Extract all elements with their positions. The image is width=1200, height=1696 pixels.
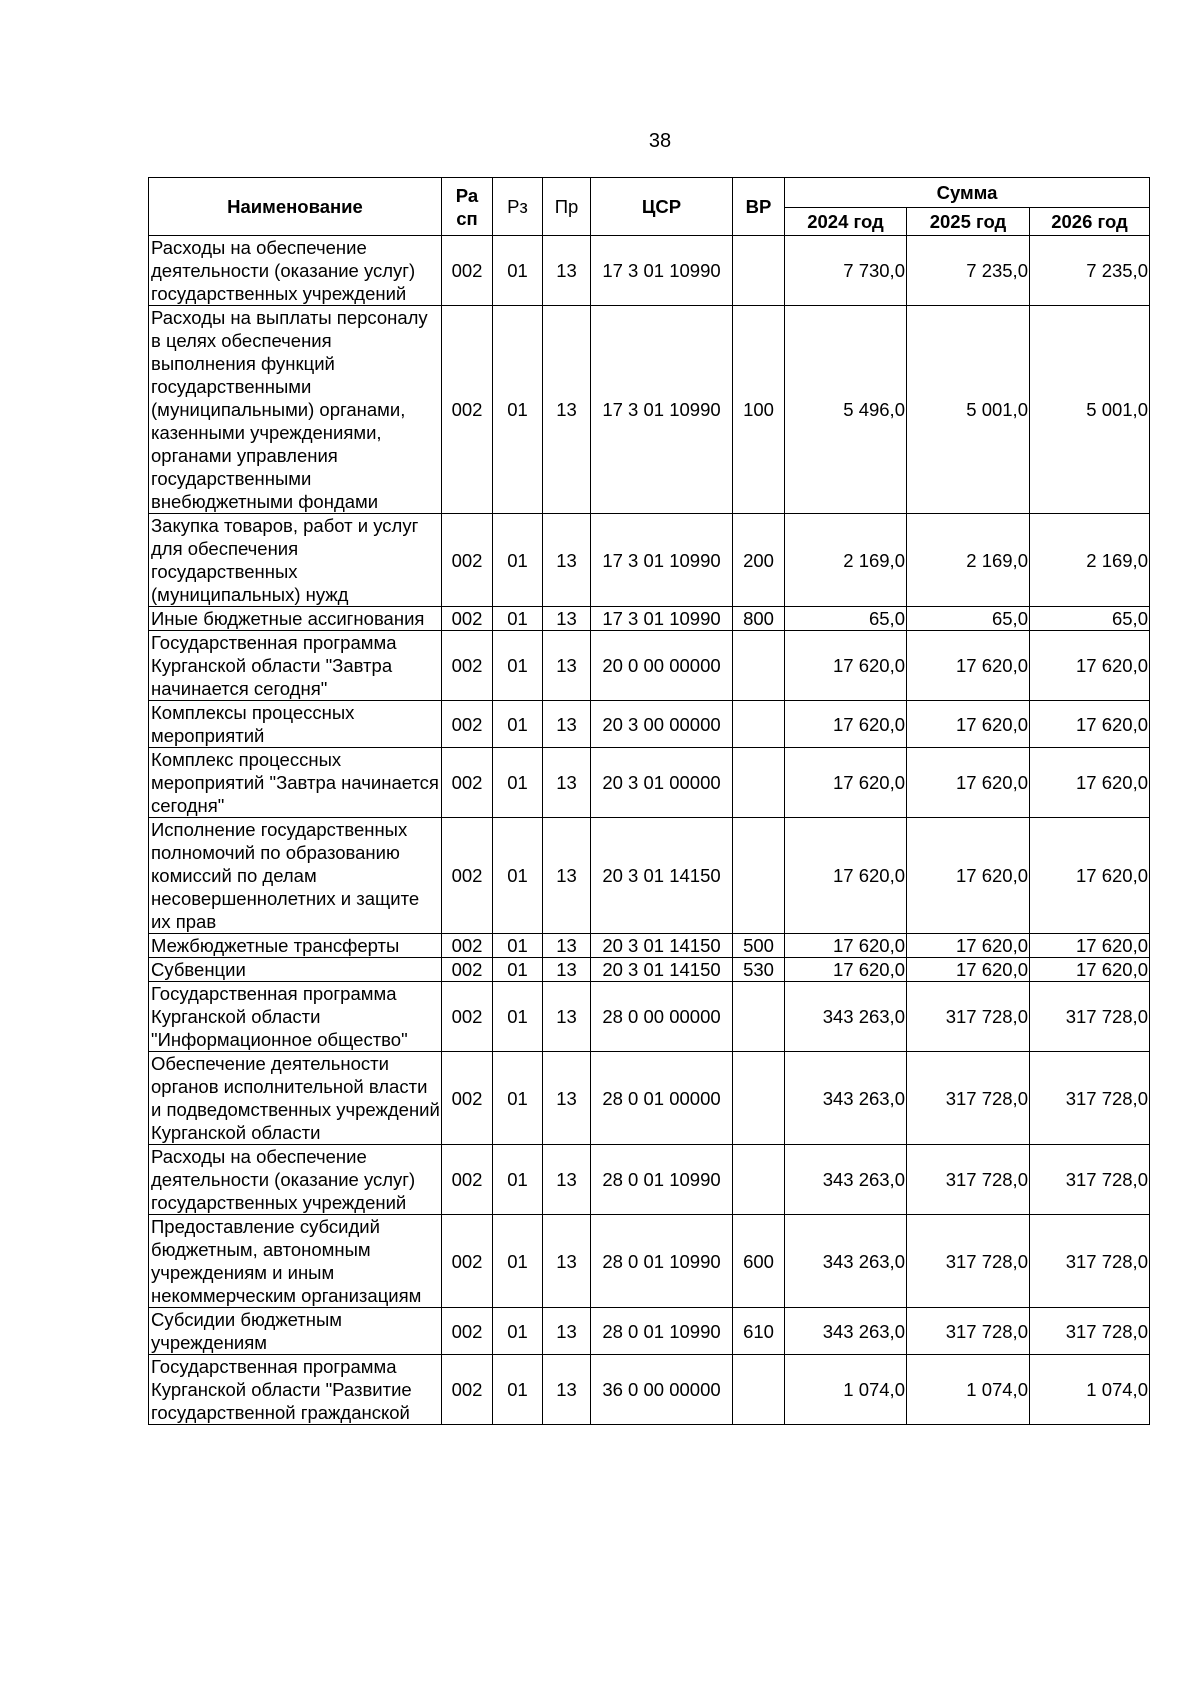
row-sum-2024: 17 620,0 bbox=[785, 818, 907, 934]
row-rasp: 002 bbox=[442, 818, 493, 934]
row-vr: 610 bbox=[733, 1308, 785, 1355]
table-row bbox=[149, 701, 1150, 748]
row-rz: 01 bbox=[493, 607, 543, 631]
row-sum-2025: 17 620,0 bbox=[907, 818, 1030, 934]
row-name: Закупка товаров, работ и услуг для обеспечения государственных (муниципальных) нужд bbox=[149, 514, 442, 607]
row-sum-2024: 17 620,0 bbox=[785, 958, 907, 982]
row-vr bbox=[733, 1355, 785, 1425]
row-rasp: 002 bbox=[442, 958, 493, 982]
table-row bbox=[149, 934, 1150, 958]
row-sum-2026: 17 620,0 bbox=[1030, 631, 1150, 701]
row-name: Государственная программа Курганской области "Информационное общество" bbox=[149, 982, 442, 1052]
row-pr: 13 bbox=[543, 958, 591, 982]
header-rz: Рз bbox=[493, 178, 543, 236]
row-name: Расходы на выплаты персоналу в целях обеспечения выполнения функций государственными (муниципальными) органами, казенными учреждениями, органами управления государственными внебюджетными фондами bbox=[149, 306, 442, 514]
row-sum-2026: 65,0 bbox=[1030, 607, 1150, 631]
row-sum-2026: 317 728,0 bbox=[1030, 982, 1150, 1052]
row-sum-2025: 17 620,0 bbox=[907, 631, 1030, 701]
table-header bbox=[149, 178, 1150, 236]
row-rz: 01 bbox=[493, 236, 543, 306]
header-sum: Сумма bbox=[785, 178, 1150, 208]
row-name: Предоставление субсидий бюджетным, автономным учреждениям и иным некоммерческим организациям bbox=[149, 1215, 442, 1308]
row-sum-2025: 1 074,0 bbox=[907, 1355, 1030, 1425]
row-sum-2026: 317 728,0 bbox=[1030, 1052, 1150, 1145]
table-row bbox=[149, 631, 1150, 701]
row-csr: 20 3 01 14150 bbox=[591, 934, 733, 958]
row-pr: 13 bbox=[543, 306, 591, 514]
row-name: Расходы на обеспечение деятельности (оказание услуг) государственных учреждений bbox=[149, 236, 442, 306]
row-pr: 13 bbox=[543, 514, 591, 607]
table-row bbox=[149, 1308, 1150, 1355]
row-sum-2026: 17 620,0 bbox=[1030, 818, 1150, 934]
row-pr: 13 bbox=[543, 607, 591, 631]
table-row bbox=[149, 982, 1150, 1052]
row-csr: 28 0 01 00000 bbox=[591, 1052, 733, 1145]
row-rasp: 002 bbox=[442, 236, 493, 306]
row-rz: 01 bbox=[493, 1308, 543, 1355]
row-csr: 28 0 01 10990 bbox=[591, 1215, 733, 1308]
row-sum-2024: 343 263,0 bbox=[785, 982, 907, 1052]
row-name: Государственная программа Курганской области "Развитие государственной гражданской bbox=[149, 1355, 442, 1425]
row-rasp: 002 bbox=[442, 514, 493, 607]
row-vr: 200 bbox=[733, 514, 785, 607]
row-sum-2024: 17 620,0 bbox=[785, 701, 907, 748]
row-sum-2025: 7 235,0 bbox=[907, 236, 1030, 306]
row-pr: 13 bbox=[543, 748, 591, 818]
table-row bbox=[149, 607, 1150, 631]
budget-table bbox=[148, 177, 1150, 1425]
row-rz: 01 bbox=[493, 1052, 543, 1145]
row-vr bbox=[733, 982, 785, 1052]
row-sum-2025: 65,0 bbox=[907, 607, 1030, 631]
row-vr bbox=[733, 818, 785, 934]
row-csr: 17 3 01 10990 bbox=[591, 236, 733, 306]
row-vr: 500 bbox=[733, 934, 785, 958]
row-rasp: 002 bbox=[442, 306, 493, 514]
header-year-2026: 2026 год bbox=[1030, 208, 1150, 236]
row-rz: 01 bbox=[493, 1355, 543, 1425]
row-sum-2024: 65,0 bbox=[785, 607, 907, 631]
page-number: 38 bbox=[648, 130, 672, 152]
header-name: Наименование bbox=[149, 178, 442, 236]
row-rz: 01 bbox=[493, 701, 543, 748]
row-csr: 28 0 01 10990 bbox=[591, 1308, 733, 1355]
row-sum-2026: 2 169,0 bbox=[1030, 514, 1150, 607]
row-sum-2025: 317 728,0 bbox=[907, 1145, 1030, 1215]
row-sum-2026: 317 728,0 bbox=[1030, 1145, 1150, 1215]
row-csr: 20 3 00 00000 bbox=[591, 701, 733, 748]
row-rz: 01 bbox=[493, 748, 543, 818]
row-sum-2025: 17 620,0 bbox=[907, 748, 1030, 818]
header-rasp bbox=[442, 178, 493, 236]
row-sum-2024: 17 620,0 bbox=[785, 748, 907, 818]
row-name: Комплексы процессных мероприятий bbox=[149, 701, 442, 748]
row-rasp: 002 bbox=[442, 631, 493, 701]
row-name: Субсидии бюджетным учреждениям bbox=[149, 1308, 442, 1355]
table-row bbox=[149, 1215, 1150, 1308]
row-rasp: 002 bbox=[442, 607, 493, 631]
row-csr: 20 3 01 14150 bbox=[591, 818, 733, 934]
row-csr: 28 0 00 00000 bbox=[591, 982, 733, 1052]
row-sum-2026: 17 620,0 bbox=[1030, 701, 1150, 748]
row-rasp: 002 bbox=[442, 1308, 493, 1355]
row-sum-2024: 1 074,0 bbox=[785, 1355, 907, 1425]
row-rasp: 002 bbox=[442, 1052, 493, 1145]
row-vr: 600 bbox=[733, 1215, 785, 1308]
row-vr bbox=[733, 1052, 785, 1145]
row-sum-2024: 2 169,0 bbox=[785, 514, 907, 607]
row-sum-2025: 2 169,0 bbox=[907, 514, 1030, 607]
row-sum-2026: 7 235,0 bbox=[1030, 236, 1150, 306]
row-rasp: 002 bbox=[442, 748, 493, 818]
row-rz: 01 bbox=[493, 631, 543, 701]
row-sum-2026: 317 728,0 bbox=[1030, 1308, 1150, 1355]
row-sum-2024: 343 263,0 bbox=[785, 1215, 907, 1308]
row-sum-2026: 1 074,0 bbox=[1030, 1355, 1150, 1425]
row-sum-2026: 17 620,0 bbox=[1030, 958, 1150, 982]
row-sum-2024: 343 263,0 bbox=[785, 1308, 907, 1355]
row-vr bbox=[733, 1145, 785, 1215]
table-body bbox=[149, 236, 1150, 1425]
row-vr bbox=[733, 236, 785, 306]
row-pr: 13 bbox=[543, 1215, 591, 1308]
row-name: Иные бюджетные ассигнования bbox=[149, 607, 442, 631]
row-csr: 17 3 01 10990 bbox=[591, 514, 733, 607]
row-vr: 100 bbox=[733, 306, 785, 514]
header-rasp-line1: Ра bbox=[455, 184, 479, 206]
row-name: Субвенции bbox=[149, 958, 442, 982]
row-sum-2026: 17 620,0 bbox=[1030, 934, 1150, 958]
row-name: Комплекс процессных мероприятий "Завтра начинается сегодня" bbox=[149, 748, 442, 818]
row-rz: 01 bbox=[493, 1145, 543, 1215]
row-rasp: 002 bbox=[442, 1145, 493, 1215]
table-row bbox=[149, 306, 1150, 514]
table-row bbox=[149, 748, 1150, 818]
row-vr bbox=[733, 631, 785, 701]
row-sum-2026: 17 620,0 bbox=[1030, 748, 1150, 818]
row-name: Обеспечение деятельности органов исполнительной власти и подведомственных учреждений Курганской области bbox=[149, 1052, 442, 1145]
row-pr: 13 bbox=[543, 631, 591, 701]
row-rasp: 002 bbox=[442, 982, 493, 1052]
row-sum-2025: 317 728,0 bbox=[907, 982, 1030, 1052]
row-sum-2025: 17 620,0 bbox=[907, 934, 1030, 958]
row-sum-2026: 5 001,0 bbox=[1030, 306, 1150, 514]
row-name: Государственная программа Курганской области "Завтра начинается сегодня" bbox=[149, 631, 442, 701]
header-rasp-line2: сп bbox=[456, 207, 478, 229]
row-csr: 28 0 01 10990 bbox=[591, 1145, 733, 1215]
row-rz: 01 bbox=[493, 934, 543, 958]
row-csr: 36 0 00 00000 bbox=[591, 1355, 733, 1425]
row-rz: 01 bbox=[493, 514, 543, 607]
row-rz: 01 bbox=[493, 1215, 543, 1308]
header-year-2024: 2024 год bbox=[785, 208, 907, 236]
header-year-2025: 2025 год bbox=[907, 208, 1030, 236]
row-sum-2026: 317 728,0 bbox=[1030, 1215, 1150, 1308]
row-name: Межбюджетные трансферты bbox=[149, 934, 442, 958]
header-vr: ВР bbox=[733, 178, 785, 236]
row-sum-2025: 5 001,0 bbox=[907, 306, 1030, 514]
row-pr: 13 bbox=[543, 982, 591, 1052]
row-csr: 17 3 01 10990 bbox=[591, 306, 733, 514]
row-vr: 530 bbox=[733, 958, 785, 982]
row-pr: 13 bbox=[543, 818, 591, 934]
row-name: Расходы на обеспечение деятельности (оказание услуг) государственных учреждений bbox=[149, 1145, 442, 1215]
table-row bbox=[149, 1355, 1150, 1425]
row-sum-2025: 317 728,0 bbox=[907, 1308, 1030, 1355]
row-sum-2024: 343 263,0 bbox=[785, 1145, 907, 1215]
row-rz: 01 bbox=[493, 306, 543, 514]
table-row bbox=[149, 514, 1150, 607]
row-csr: 20 0 00 00000 bbox=[591, 631, 733, 701]
row-rz: 01 bbox=[493, 982, 543, 1052]
row-rasp: 002 bbox=[442, 1355, 493, 1425]
row-sum-2025: 317 728,0 bbox=[907, 1052, 1030, 1145]
row-csr: 20 3 01 14150 bbox=[591, 958, 733, 982]
row-sum-2025: 317 728,0 bbox=[907, 1215, 1030, 1308]
table-row bbox=[149, 1145, 1150, 1215]
row-sum-2024: 343 263,0 bbox=[785, 1052, 907, 1145]
table-row bbox=[149, 236, 1150, 306]
row-sum-2024: 5 496,0 bbox=[785, 306, 907, 514]
row-rasp: 002 bbox=[442, 934, 493, 958]
header-pr: Пр bbox=[543, 178, 591, 236]
row-csr: 20 3 01 00000 bbox=[591, 748, 733, 818]
row-pr: 13 bbox=[543, 1308, 591, 1355]
row-pr: 13 bbox=[543, 1052, 591, 1145]
table-row bbox=[149, 1052, 1150, 1145]
row-sum-2024: 7 730,0 bbox=[785, 236, 907, 306]
table-row bbox=[149, 818, 1150, 934]
row-vr: 800 bbox=[733, 607, 785, 631]
row-pr: 13 bbox=[543, 934, 591, 958]
row-sum-2024: 17 620,0 bbox=[785, 631, 907, 701]
row-sum-2025: 17 620,0 bbox=[907, 958, 1030, 982]
row-csr: 17 3 01 10990 bbox=[591, 607, 733, 631]
row-sum-2025: 17 620,0 bbox=[907, 701, 1030, 748]
header-csr: ЦСР bbox=[591, 178, 733, 236]
row-sum-2024: 17 620,0 bbox=[785, 934, 907, 958]
table-row bbox=[149, 958, 1150, 982]
row-pr: 13 bbox=[543, 701, 591, 748]
row-vr bbox=[733, 748, 785, 818]
row-rasp: 002 bbox=[442, 1215, 493, 1308]
row-pr: 13 bbox=[543, 1145, 591, 1215]
row-rz: 01 bbox=[493, 958, 543, 982]
row-pr: 13 bbox=[543, 1355, 591, 1425]
row-vr bbox=[733, 701, 785, 748]
row-pr: 13 bbox=[543, 236, 591, 306]
row-rasp: 002 bbox=[442, 701, 493, 748]
row-rz: 01 bbox=[493, 818, 543, 934]
row-name: Исполнение государственных полномочий по образованию комиссий по делам несовершеннолетних и защите их прав bbox=[149, 818, 442, 934]
